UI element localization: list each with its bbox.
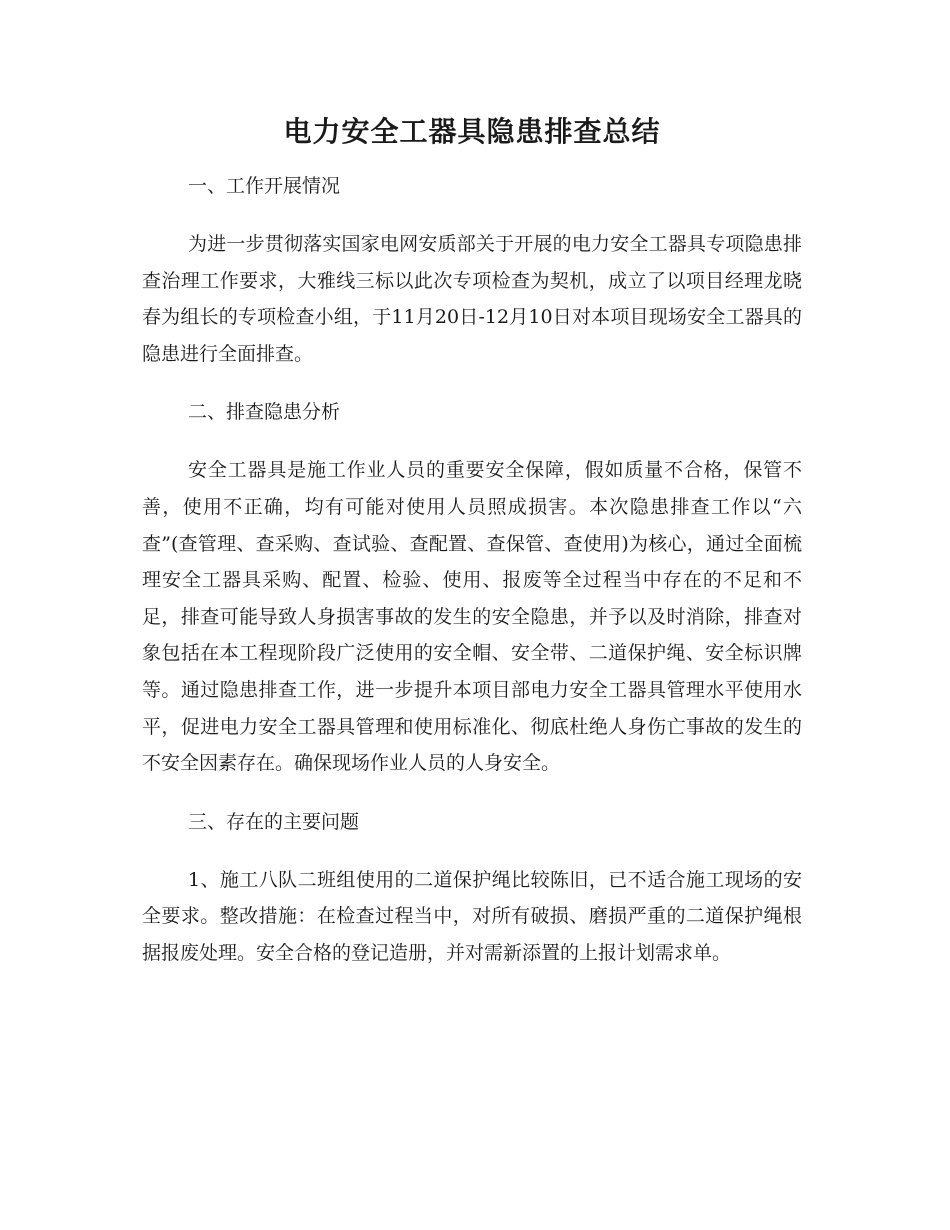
section-heading-main-issues: 三、存在的主要问题 bbox=[188, 810, 360, 833]
section-heading-hazard-analysis: 二、排查隐患分析 bbox=[188, 401, 341, 424]
document-title: 电力安全工器具隐患排查总结 bbox=[283, 115, 661, 148]
document-body bbox=[142, 112, 802, 994]
section-paragraph-main-issues: 1、施工八队二班组使用的二道保护绳比较陈旧，已不适合施工现场的安全要求。整改措施：在检查过程当中，对所有破损、磨损严重的二道保护绳根据报废处理。安全合格的登记造册，并对需新添置的上报计划需求单。 bbox=[142, 868, 802, 964]
section-paragraph-work-progress: 为进一步贯彻落实国家电网安质部关于开展的电力安全工器具专项隐患排查治理工作要求，大雅线三标以此次专项检查为契机，成立了以项目经理龙晓春为组长的专项检查小组，于11月20日-12月10日对本项目现场安全工器具的隐患进行全面排查。 bbox=[142, 233, 802, 365]
section-paragraph-hazard-analysis: 安全工器具是施工作业人员的重要安全保障，假如质量不合格，保管不善，使用不正确，均有可能对使用人员照成损害。本次隐患排查工作以“六查”(查管理、查采购、查试验、查配置、查保管、查使用)为核心，通过全面梳理安全工器具采购、配置、检验、使用、报废等全过程当中存在的不足和不足，排查可能导致人身损害事故的发生的安全隐患，并予以及时消除，排查对象包括在本工程现阶段广泛使用的安全帽、安全带、二道保护绳、安全标识牌等。通过隐患排查工作，进一步提升本项目部电力安全工器具管理水平使用水平，促进电力安全工器具管理和使用标准化、彻底杜绝人身伤亡事故的发生的不安全因素存在。确保现场作业人员的人身安全。 bbox=[142, 459, 802, 775]
section-heading-work-progress: 一、工作开展情况 bbox=[188, 175, 341, 197]
